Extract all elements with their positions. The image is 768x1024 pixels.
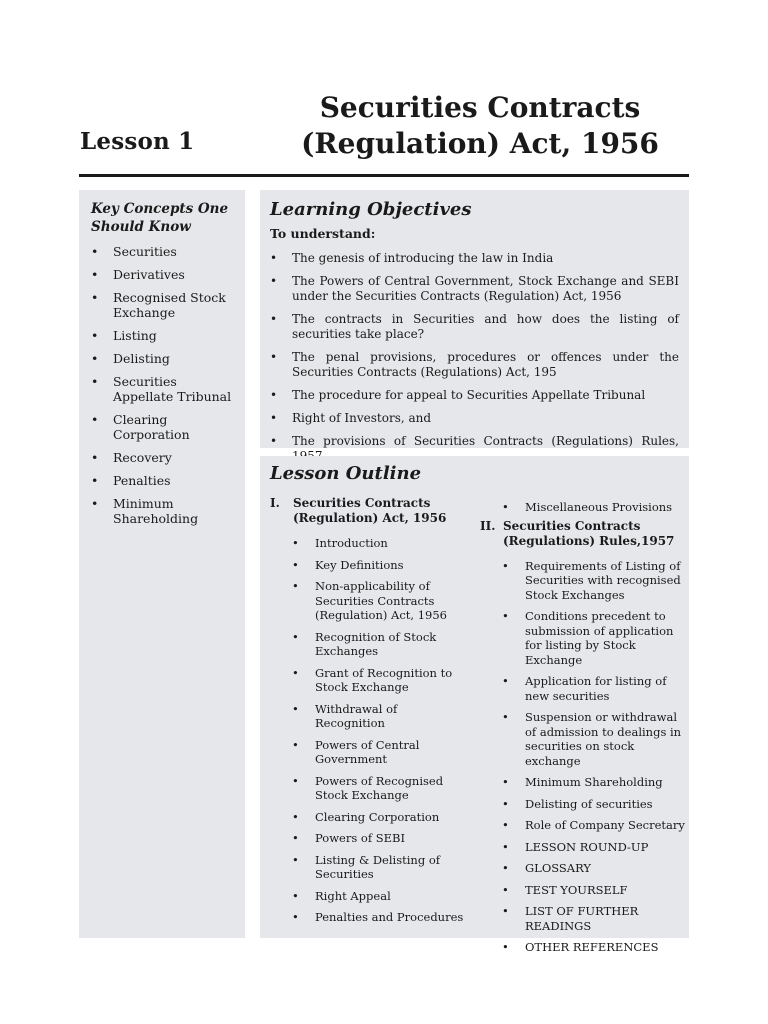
outline-item-text: Right Appeal bbox=[315, 888, 391, 903]
outline-item bbox=[270, 853, 470, 882]
key-concept-item-text: Minimum Shareholding bbox=[113, 496, 199, 526]
outline-item bbox=[270, 774, 470, 803]
outline-item-text: Listing & Delisting of Securities bbox=[315, 852, 441, 881]
outline-item bbox=[270, 738, 470, 767]
bullet-icon: • bbox=[270, 312, 278, 326]
outline-item-text: LIST OF FURTHER READINGS bbox=[525, 904, 639, 933]
bullet-icon: • bbox=[292, 536, 299, 550]
outline-item bbox=[270, 702, 470, 731]
outline-item bbox=[480, 883, 685, 898]
outline-item-text: Role of Company Secretary bbox=[525, 818, 685, 832]
bullet-icon: • bbox=[502, 904, 509, 918]
bullet-icon: • bbox=[292, 579, 299, 593]
outline-item-text: OTHER REFERENCES bbox=[525, 940, 659, 954]
outline-part-2-title: Securities Contracts (Regulations) Rules,1957 bbox=[503, 518, 675, 548]
outline-item-text: Key Definitions bbox=[315, 557, 404, 572]
outline-item bbox=[480, 840, 685, 855]
header-divider bbox=[79, 174, 689, 177]
bullet-icon: • bbox=[270, 411, 278, 425]
key-concept-item bbox=[91, 290, 233, 320]
objective-item-text: The contracts in Securities and how does the listing of securities take place? bbox=[292, 312, 679, 341]
outline-item-text: Requirements of Listing of Securities with recognised Stock Exchanges bbox=[525, 558, 681, 602]
bullet-icon: • bbox=[292, 629, 299, 644]
bullet-icon: • bbox=[292, 888, 299, 903]
outline-item-text: Powers of Recognised Stock Exchange bbox=[315, 773, 444, 802]
bullet-icon: • bbox=[502, 940, 509, 954]
bullet-icon: • bbox=[502, 882, 509, 897]
outline-part-1-number: I. bbox=[270, 496, 280, 510]
bullet-icon: • bbox=[91, 374, 99, 389]
key-concept-item-text: Clearing Corporation bbox=[113, 412, 190, 442]
outline-item bbox=[480, 797, 685, 812]
outline-item bbox=[270, 558, 470, 573]
bullet-icon: • bbox=[502, 839, 509, 854]
objective-item bbox=[270, 350, 679, 380]
key-concepts-heading: Key Concepts One Should Know bbox=[91, 201, 229, 235]
objective-item bbox=[270, 251, 679, 266]
bullet-icon: • bbox=[270, 388, 278, 402]
outline-item-text: Penalties and Procedures bbox=[315, 910, 464, 924]
outline-item bbox=[270, 630, 470, 659]
bullet-icon: • bbox=[292, 737, 299, 752]
lesson-outline-panel bbox=[260, 456, 689, 954]
outline-item bbox=[480, 904, 685, 933]
bullet-icon: • bbox=[91, 412, 99, 427]
key-concept-item-text: Securities bbox=[113, 244, 177, 259]
outline-right-column bbox=[480, 500, 685, 962]
key-concepts-list bbox=[91, 244, 233, 526]
outline-item bbox=[270, 810, 470, 825]
key-concept-item-text: Delisting bbox=[113, 351, 170, 366]
outline-item-text: Powers of Central Government bbox=[315, 737, 420, 766]
learning-objectives-heading: Learning Objectives bbox=[270, 199, 472, 220]
objective-item-text: Right of Investors, and bbox=[292, 411, 432, 425]
outline-item-text: LESSON ROUND-UP bbox=[525, 839, 649, 854]
bullet-icon: • bbox=[91, 496, 99, 511]
bullet-icon: • bbox=[91, 267, 99, 282]
page-title-line-2: (Regulation) Act, 1956 bbox=[301, 127, 659, 160]
bullet-icon: • bbox=[502, 674, 509, 688]
outline-part-1-list bbox=[270, 536, 470, 925]
outline-item-text: Conditions precedent to submission of application for listing by Stock Exchange bbox=[525, 609, 674, 667]
key-concept-item bbox=[91, 496, 233, 526]
bullet-icon: • bbox=[91, 290, 99, 305]
outline-item bbox=[270, 910, 470, 925]
key-concept-item-text: Securities Appellate Tribunal bbox=[113, 374, 232, 404]
objective-item bbox=[270, 274, 679, 304]
outline-item bbox=[270, 889, 470, 904]
bullet-icon: • bbox=[502, 500, 509, 514]
lesson-label: Lesson 1 bbox=[80, 128, 195, 155]
bullet-icon: • bbox=[292, 665, 299, 680]
outline-item bbox=[480, 609, 685, 667]
key-concept-item-text: Listing bbox=[113, 328, 157, 343]
outline-item-text: Miscellaneous Provisions bbox=[525, 500, 673, 514]
objective-item-text: The penal provisions, procedures or offences under the Securities Contracts (Regulations) Act, 195 bbox=[292, 350, 679, 379]
outline-item-text: Delisting of securities bbox=[525, 796, 653, 811]
outline-item-text: Introduction bbox=[315, 536, 388, 550]
outline-item-text: Minimum Shareholding bbox=[525, 775, 663, 789]
outline-item bbox=[480, 710, 685, 768]
outline-item bbox=[480, 861, 685, 876]
outline-part-1-title: Securities Contracts (Regulation) Act, 1956 bbox=[293, 496, 447, 525]
outline-item bbox=[480, 674, 685, 703]
key-concept-item bbox=[91, 267, 233, 282]
outline-item-text: Non-applicability of Securities Contracts (Regulation) Act, 1956 bbox=[315, 579, 447, 622]
key-concept-item-text: Penalties bbox=[113, 473, 171, 488]
bullet-icon: • bbox=[270, 251, 278, 265]
outline-item-text: Withdrawal of Recognition bbox=[315, 701, 398, 730]
bullet-icon: • bbox=[270, 434, 278, 448]
objectives-list bbox=[270, 251, 679, 464]
key-concepts-panel bbox=[79, 190, 245, 938]
objective-item-text: The genesis of introducing the law in India bbox=[292, 251, 554, 265]
outline-part-2-heading bbox=[480, 519, 685, 549]
bullet-icon: • bbox=[91, 244, 99, 259]
objectives-subheading: To understand: bbox=[270, 226, 376, 241]
outline-item-text: TEST YOURSELF bbox=[525, 882, 628, 897]
objective-item bbox=[270, 312, 679, 342]
outline-part-2-list bbox=[480, 559, 685, 955]
key-concept-item bbox=[91, 244, 233, 259]
outline-item-text: Clearing Corporation bbox=[315, 809, 440, 824]
bullet-icon: • bbox=[91, 351, 99, 366]
outline-item-text: Application for listing of new securities bbox=[525, 674, 667, 703]
outline-item bbox=[480, 818, 685, 833]
outline-left-column bbox=[270, 496, 470, 932]
outline-part-1-heading bbox=[270, 496, 470, 526]
key-concept-item-text: Recovery bbox=[113, 450, 172, 465]
bullet-icon: • bbox=[292, 831, 299, 845]
bullet-icon: • bbox=[292, 557, 299, 572]
outline-item-text: Powers of SEBI bbox=[315, 831, 406, 845]
bullet-icon: • bbox=[91, 450, 99, 465]
outline-item bbox=[270, 579, 470, 623]
objective-item bbox=[270, 411, 679, 426]
bullet-icon: • bbox=[502, 818, 509, 832]
bullet-icon: • bbox=[502, 609, 509, 623]
objective-item-text: The Powers of Central Government, Stock Exchange and SEBI under the Securities Contracts (Regulation) Act, 1956 bbox=[292, 274, 679, 303]
bullet-icon: • bbox=[292, 852, 299, 867]
key-concept-item bbox=[91, 328, 233, 343]
key-concept-item bbox=[91, 450, 233, 465]
outline-item-text: GLOSSARY bbox=[525, 861, 592, 875]
bullet-icon: • bbox=[292, 809, 299, 824]
objective-item bbox=[270, 388, 679, 403]
page-title-line-1: Securities Contracts bbox=[319, 91, 641, 124]
bullet-icon: • bbox=[502, 775, 509, 789]
outline-item bbox=[480, 775, 685, 790]
outline-part-2-number: II. bbox=[480, 518, 496, 533]
key-concept-item bbox=[91, 473, 233, 488]
bullet-icon: • bbox=[91, 328, 99, 343]
key-concept-item bbox=[91, 374, 233, 404]
outline-item bbox=[480, 500, 685, 515]
key-concept-item-text: Recognised Stock Exchange bbox=[113, 290, 226, 320]
lesson-outline-heading: Lesson Outline bbox=[270, 463, 422, 484]
bullet-icon: • bbox=[270, 350, 278, 364]
bullet-icon: • bbox=[292, 910, 299, 924]
bullet-icon: • bbox=[502, 796, 509, 811]
outline-item-text: Grant of Recognition to Stock Exchange bbox=[315, 665, 453, 694]
page-title bbox=[300, 90, 660, 162]
outline-item-text: Suspension or withdrawal of admission to dealings in securities on stock exchange bbox=[525, 710, 682, 768]
outline-item-text: Recognition of Stock Exchanges bbox=[315, 629, 437, 658]
learning-objectives-panel bbox=[260, 190, 689, 448]
bullet-icon: • bbox=[502, 558, 509, 573]
outline-item bbox=[480, 940, 685, 955]
outline-item bbox=[270, 831, 470, 846]
outline-item bbox=[270, 666, 470, 695]
bullet-icon: • bbox=[270, 274, 278, 288]
outline-item bbox=[270, 536, 470, 551]
bullet-icon: • bbox=[91, 473, 99, 488]
key-concept-item-text: Derivatives bbox=[113, 267, 185, 282]
bullet-icon: • bbox=[292, 701, 299, 716]
bullet-icon: • bbox=[502, 861, 509, 875]
objective-item-text: The provisions of Securities Contracts (Regulations) Rules, bbox=[292, 434, 679, 448]
outline-item bbox=[480, 559, 685, 603]
key-concept-item bbox=[91, 412, 233, 442]
outline-part-1-continued-list bbox=[480, 500, 685, 515]
key-concept-item bbox=[91, 351, 233, 366]
bullet-icon: • bbox=[502, 710, 509, 724]
bullet-icon: • bbox=[292, 773, 299, 788]
objective-item-text: The procedure for appeal to Securities Appellate Tribunal bbox=[292, 388, 646, 402]
